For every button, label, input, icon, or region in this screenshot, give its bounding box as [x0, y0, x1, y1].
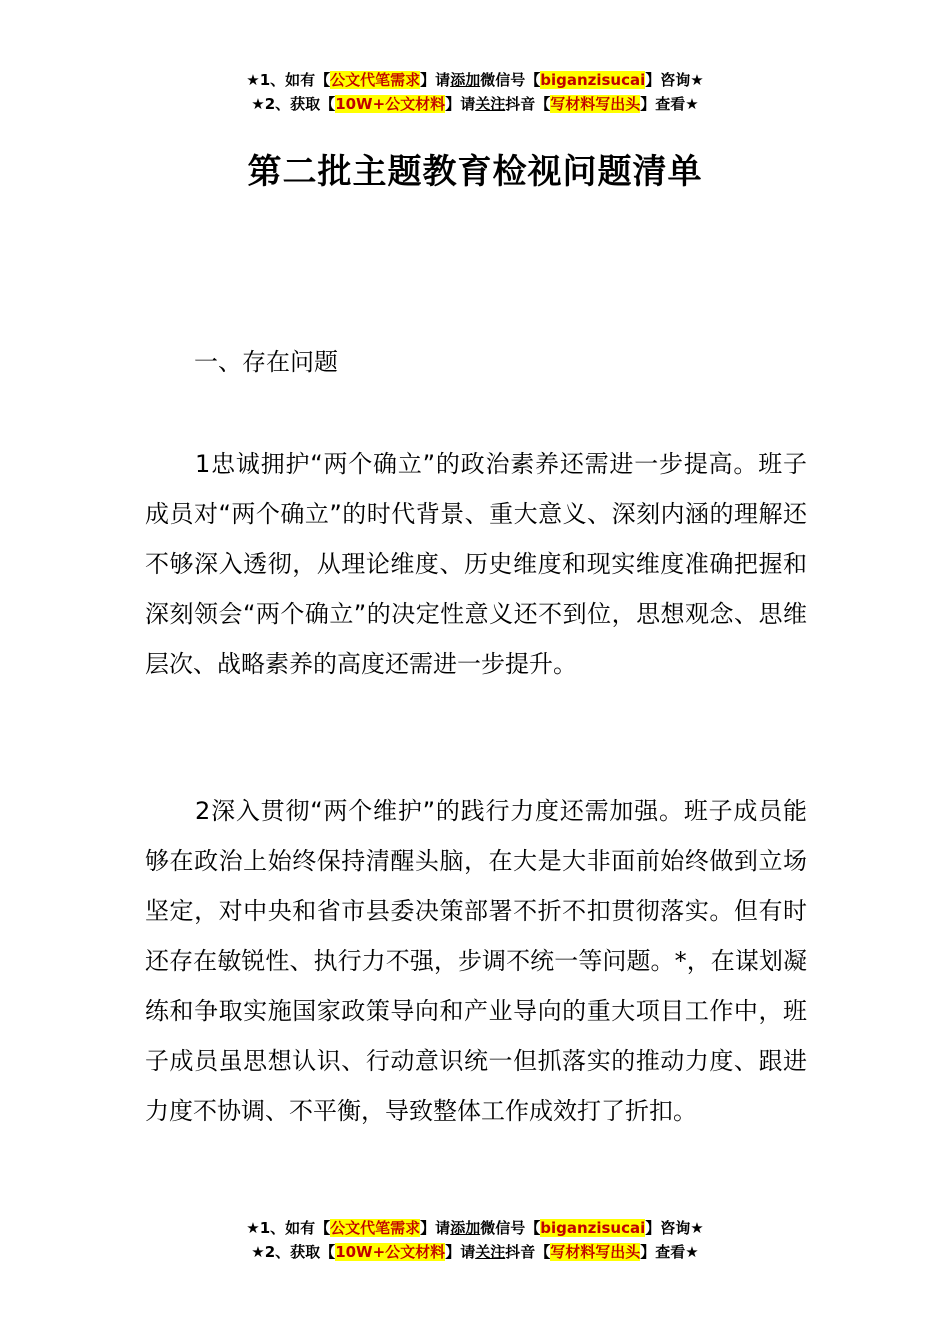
promo-wechat-id: biganzisucai: [540, 71, 646, 89]
body-paragraph-2: 2深入贯彻“两个维护”的践行力度还需加强。班子成员能够在政治上始终保持清醒头脑，在大是大非面前始终做到立场坚定，对中央和省市县委决策部署不折不扣贯彻落实。但有时还存在敏锐性、执行力不强，步调不统一等问题。*，在谋划凝练和争取实施国家政策导向和产业导向的重大项目工作中，班子成员虽思想认识、行动意识统一但抓落实的推动力度、跟进力度不协调、不平衡，导致整体工作成效打了折扣。: [145, 797, 807, 1125]
section-heading: 一、存在问题: [194, 348, 338, 376]
promo-highlight: 10W+公文材料: [335, 1243, 446, 1261]
promo-line-1: ★1、如有【公文代笔需求】请添加微信号【biganzisucai】咨询★: [246, 71, 704, 89]
document-title: 第二批主题教育检视问题清单: [247, 152, 703, 192]
promo-highlight: 10W+公文材料: [335, 95, 446, 113]
promo-wechat-id: biganzisucai: [540, 1219, 646, 1237]
promo-highlight: 公文代笔需求: [330, 1219, 421, 1237]
body-paragraph-1: 1忠诚拥护“两个确立”的政治素养还需进一步提高。班子成员对“两个确立”的时代背景、重大意义、深刻内涵的理解还不够深入透彻，从理论维度、历史维度和现实维度准确把握和深刻领会“两个确立”的决定性意义还不到位，思想观念、思维层次、战略素养的高度还需进一步提升。: [145, 450, 807, 678]
promo-douyin-account: 写材料写出头: [550, 1243, 641, 1261]
promo-line-2: ★2、获取【10W+公文材料】请关注抖音【写材料写出头】查看★: [251, 95, 699, 113]
promo-highlight: 公文代笔需求: [330, 71, 421, 89]
top-promo-banner: [0, 68, 950, 116]
bottom-promo-banner: [0, 1216, 950, 1264]
promo-douyin-account: 写材料写出头: [550, 95, 641, 113]
promo-line-1: ★1、如有【公文代笔需求】请添加微信号【biganzisucai】咨询★: [246, 1219, 704, 1237]
promo-line-2: ★2、获取【10W+公文材料】请关注抖音【写材料写出头】查看★: [251, 1243, 699, 1261]
